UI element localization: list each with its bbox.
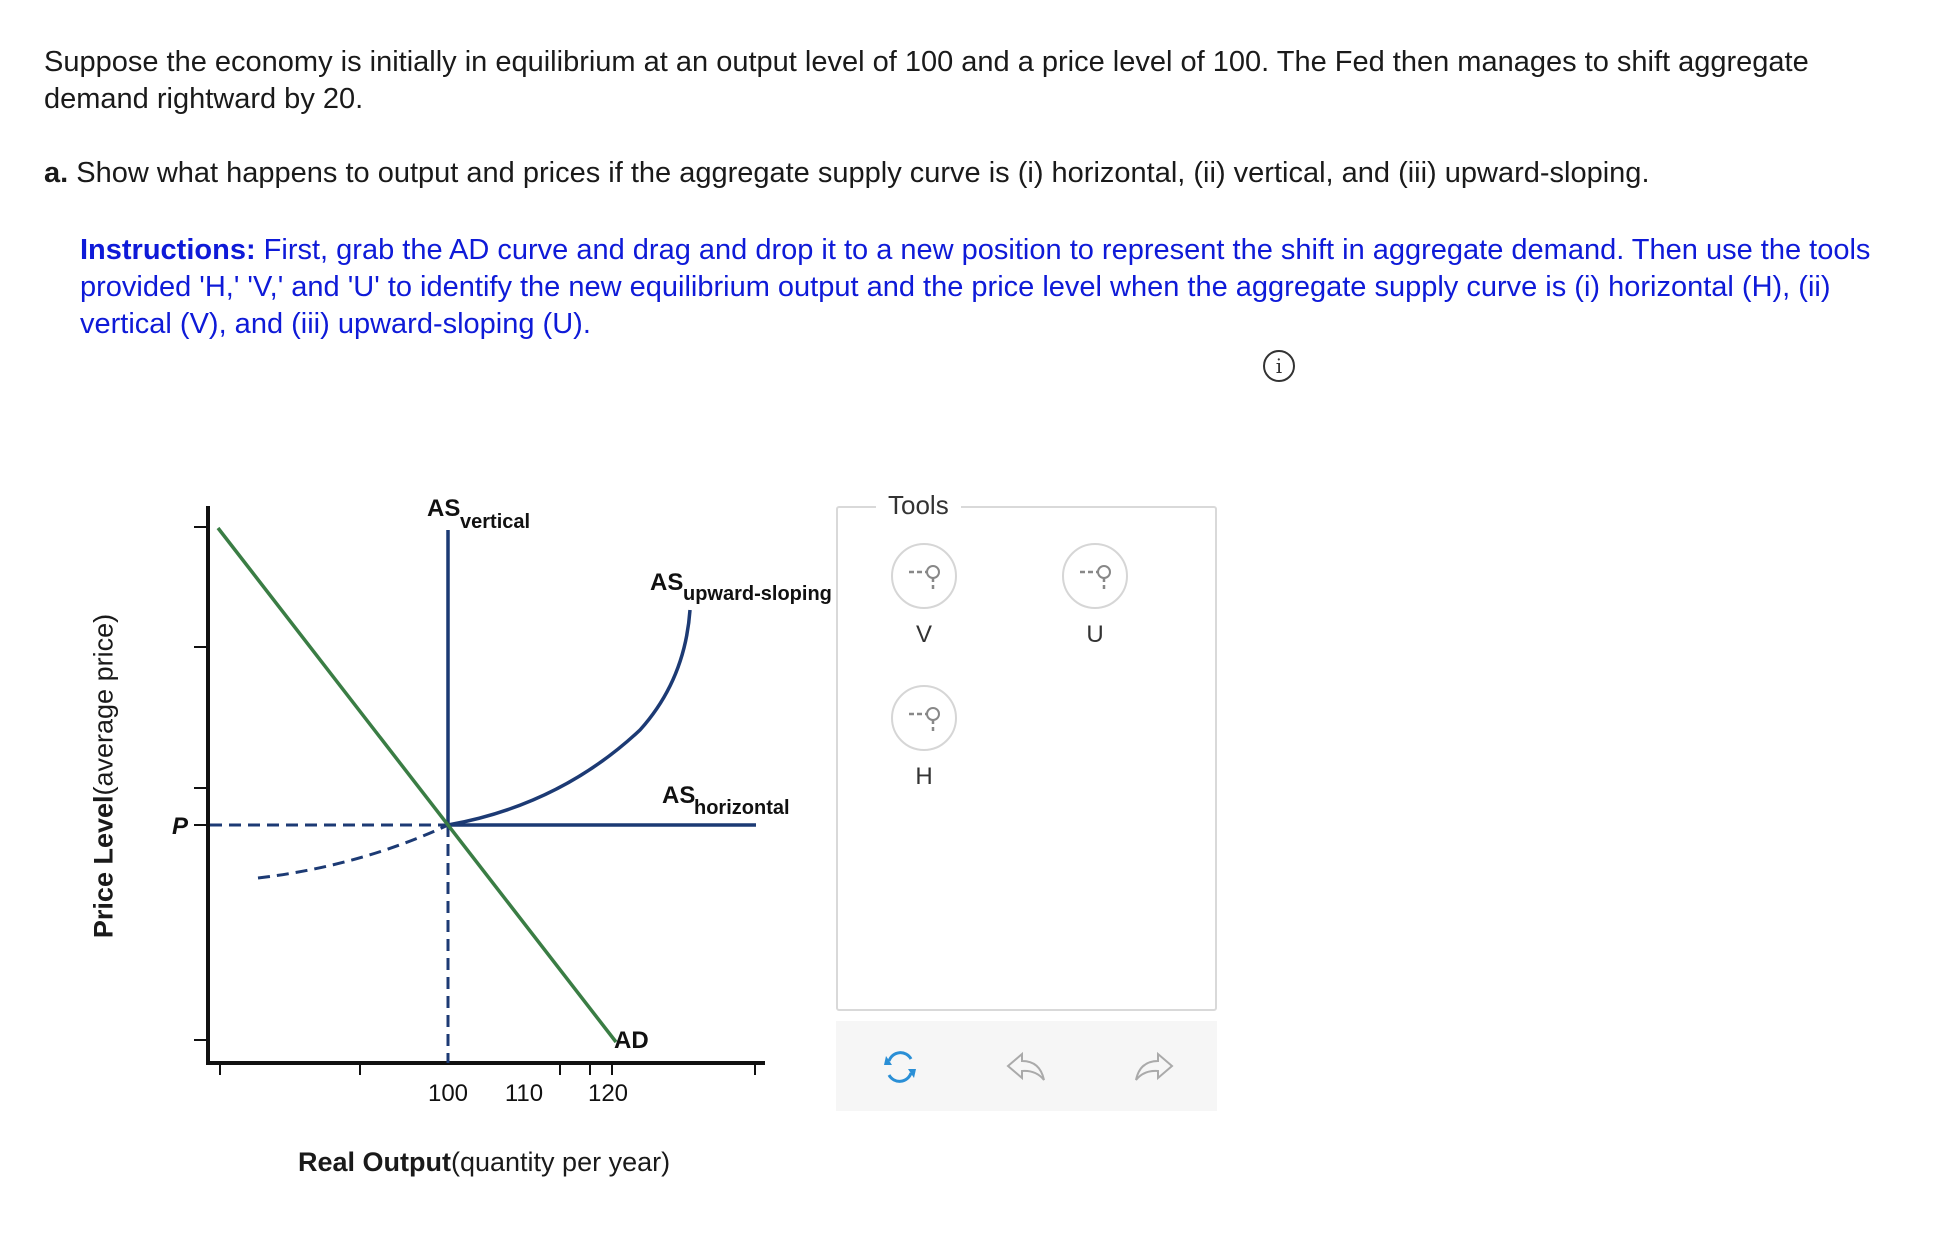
x-axis-title-bold: Real Output (298, 1147, 451, 1177)
tool-v-label: V (915, 621, 932, 648)
undo-icon (1004, 1048, 1048, 1088)
redo-icon (1132, 1048, 1176, 1088)
ad-curve[interactable] (218, 528, 616, 1042)
tool-v-button[interactable] (891, 543, 957, 649)
x-tick-label: 120 (587, 1080, 629, 1107)
tools-title: Tools (876, 490, 961, 521)
redo-button[interactable] (1132, 1048, 1176, 1093)
point-tool-icon (891, 543, 957, 609)
instructions-label: Instructions: (80, 234, 256, 266)
reset-icon (878, 1045, 922, 1089)
as-upward-label-sub: upward-sloping (683, 583, 832, 605)
x-tick-label: 100 (427, 1080, 469, 1107)
tool-h-label: H (915, 763, 933, 790)
tool-u-label: U (1086, 621, 1104, 648)
ad-label: AD (614, 1027, 649, 1054)
as-horizontal-label-main: AS (662, 782, 696, 809)
part-a-text: Show what happens to output and prices if the aggregate supply curve is (i) horizontal, (ii) vertical, and (iii) upward-sloping. (68, 157, 1650, 189)
point-tool-icon (1062, 543, 1128, 609)
tool-h-button[interactable] (891, 685, 957, 791)
as-upward-label-main: AS (650, 569, 684, 596)
as-upward-dashed-extension (258, 825, 448, 878)
x-tick-label: 110 (504, 1080, 544, 1107)
tool-u-button[interactable] (1062, 543, 1128, 649)
y-axis-title-rest: (average price) (88, 613, 119, 796)
point-tool-icon (891, 685, 957, 751)
as-vertical-label-main: AS (427, 495, 461, 522)
p-axis-label: P (172, 813, 189, 840)
reset-button[interactable] (878, 1045, 922, 1094)
instructions-text: First, grab the AD curve and drag and drop it to a new position to represent the shift in aggregate demand. Then use the tools provided 'H,' 'V,' and 'U' to identify the new equilibrium output and the price level when the aggregate supply curve is (i) horizontal (H), (ii) vertical (V), and (iii) upward-sloping (U). (80, 234, 1871, 340)
as-horizontal-label-sub: horizontal (694, 797, 790, 819)
info-icon[interactable]: i (1263, 350, 1295, 382)
question-intro: Suppose the economy is initially in equilibrium at an output level of 100 and a price level of 100. The Fed then manages to shift aggregate demand rightward by 20. (44, 46, 1809, 115)
x-axis-title (298, 1147, 670, 1178)
x-axis-title-rest: (quantity per year) (451, 1147, 671, 1177)
y-axis-title-bold: Price Level (88, 795, 119, 939)
as-vertical-label-sub: vertical (460, 511, 531, 533)
part-a-label: a. (44, 157, 69, 189)
as-upward-sloping-curve (448, 610, 690, 825)
undo-button[interactable] (1004, 1048, 1048, 1093)
